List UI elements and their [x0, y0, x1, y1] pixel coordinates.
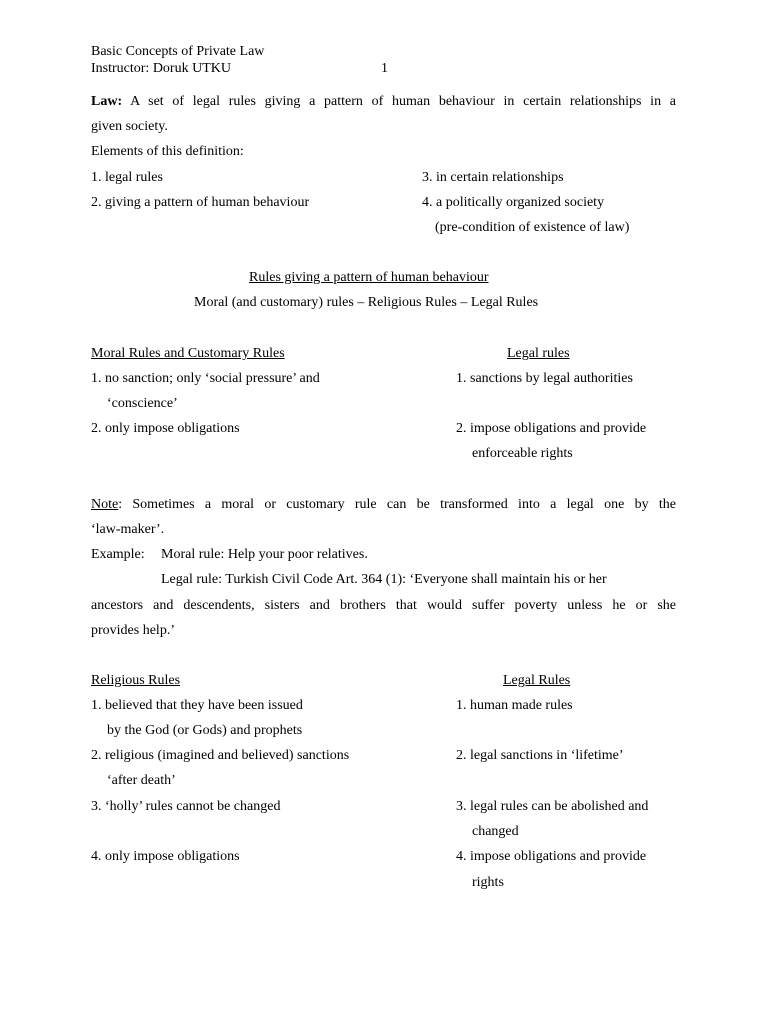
legal-rule-item-4-cont: rights — [472, 875, 504, 890]
legal-rule-example-1: Legal rule: Turkish Civil Code Art. 364 (1): ‘Everyone shall maintain his or her — [161, 572, 607, 587]
rules-subheading: Moral (and customary) rules – Religious Rules – Legal Rules — [194, 295, 539, 310]
religious-item-1-cont: by the God (or Gods) and prophets — [107, 723, 303, 738]
religious-item-3: 3. ‘holly’ rules cannot be changed — [91, 799, 281, 814]
moral-item-1-cont: ‘conscience’ — [107, 396, 178, 411]
religious-item-4: 4. only impose obligations — [91, 849, 240, 864]
legal-rule-example-2: ancestors and descendents, sisters and brothers that would suffer poverty unless he or she — [91, 598, 676, 613]
legal-item-2: 2. impose obligations and provide — [456, 421, 647, 436]
note-label: Note — [91, 497, 119, 512]
element-3: 3. in certain relationships — [422, 170, 564, 185]
legal-rule-item-3-cont: changed — [472, 824, 519, 839]
moral-rule-example: Moral rule: Help your poor relatives. — [161, 547, 368, 562]
moral-rules-heading: Moral Rules and Customary Rules — [91, 346, 285, 361]
moral-item-2: 2. only impose obligations — [91, 421, 240, 436]
note-line2: ‘law-maker’. — [91, 522, 165, 537]
legal-rule-example-3: provides help.’ — [91, 623, 175, 638]
religious-rules-heading: Religious Rules — [91, 673, 181, 688]
rules-heading: Rules giving a pattern of human behaviour — [249, 270, 489, 285]
religious-item-2: 2. religious (imagined and believed) sanctions — [91, 748, 350, 763]
legal-rules-heading-2: Legal Rules — [503, 673, 571, 688]
element-4: 4. a politically organized society — [422, 195, 605, 210]
page-number: 1 — [381, 61, 388, 76]
precondition-note: (pre-condition of existence of law) — [435, 220, 630, 235]
note-text: : Sometimes a moral or customary rule can be transformed into a legal one by the — [118, 497, 676, 512]
law-definition-text: A set of legal rules giving a pattern of human behaviour in certain relationships in a — [130, 94, 677, 109]
religious-item-1: 1. believed that they have been issued — [91, 698, 303, 713]
legal-rules-heading-1: Legal rules — [507, 346, 570, 361]
legal-rule-item-4: 4. impose obligations and provide — [456, 849, 647, 864]
note-line1 — [91, 497, 676, 513]
element-1: 1. legal rules — [91, 170, 163, 185]
legal-item-1: 1. sanctions by legal authorities — [456, 371, 633, 386]
legal-rule-item-3: 3. legal rules can be abolished and — [456, 799, 649, 814]
law-definition-line2: given society. — [91, 119, 168, 134]
example-label: Example: — [91, 547, 145, 562]
religious-item-2-cont: ‘after death’ — [107, 773, 176, 788]
legal-rule-item-2: 2. legal sanctions in ‘lifetime’ — [456, 748, 624, 763]
legal-item-2-cont: enforceable rights — [472, 446, 573, 461]
law-definition-line1 — [91, 94, 676, 110]
course-title: Basic Concepts of Private Law — [91, 44, 265, 59]
legal-rule-item-1: 1. human made rules — [456, 698, 573, 713]
instructor-line: Instructor: Doruk UTKU — [91, 61, 231, 76]
law-term: Law: — [91, 94, 123, 109]
moral-item-1: 1. no sanction; only ‘social pressure’ and — [91, 371, 320, 386]
elements-label: Elements of this definition: — [91, 144, 244, 159]
element-2: 2. giving a pattern of human behaviour — [91, 195, 310, 210]
